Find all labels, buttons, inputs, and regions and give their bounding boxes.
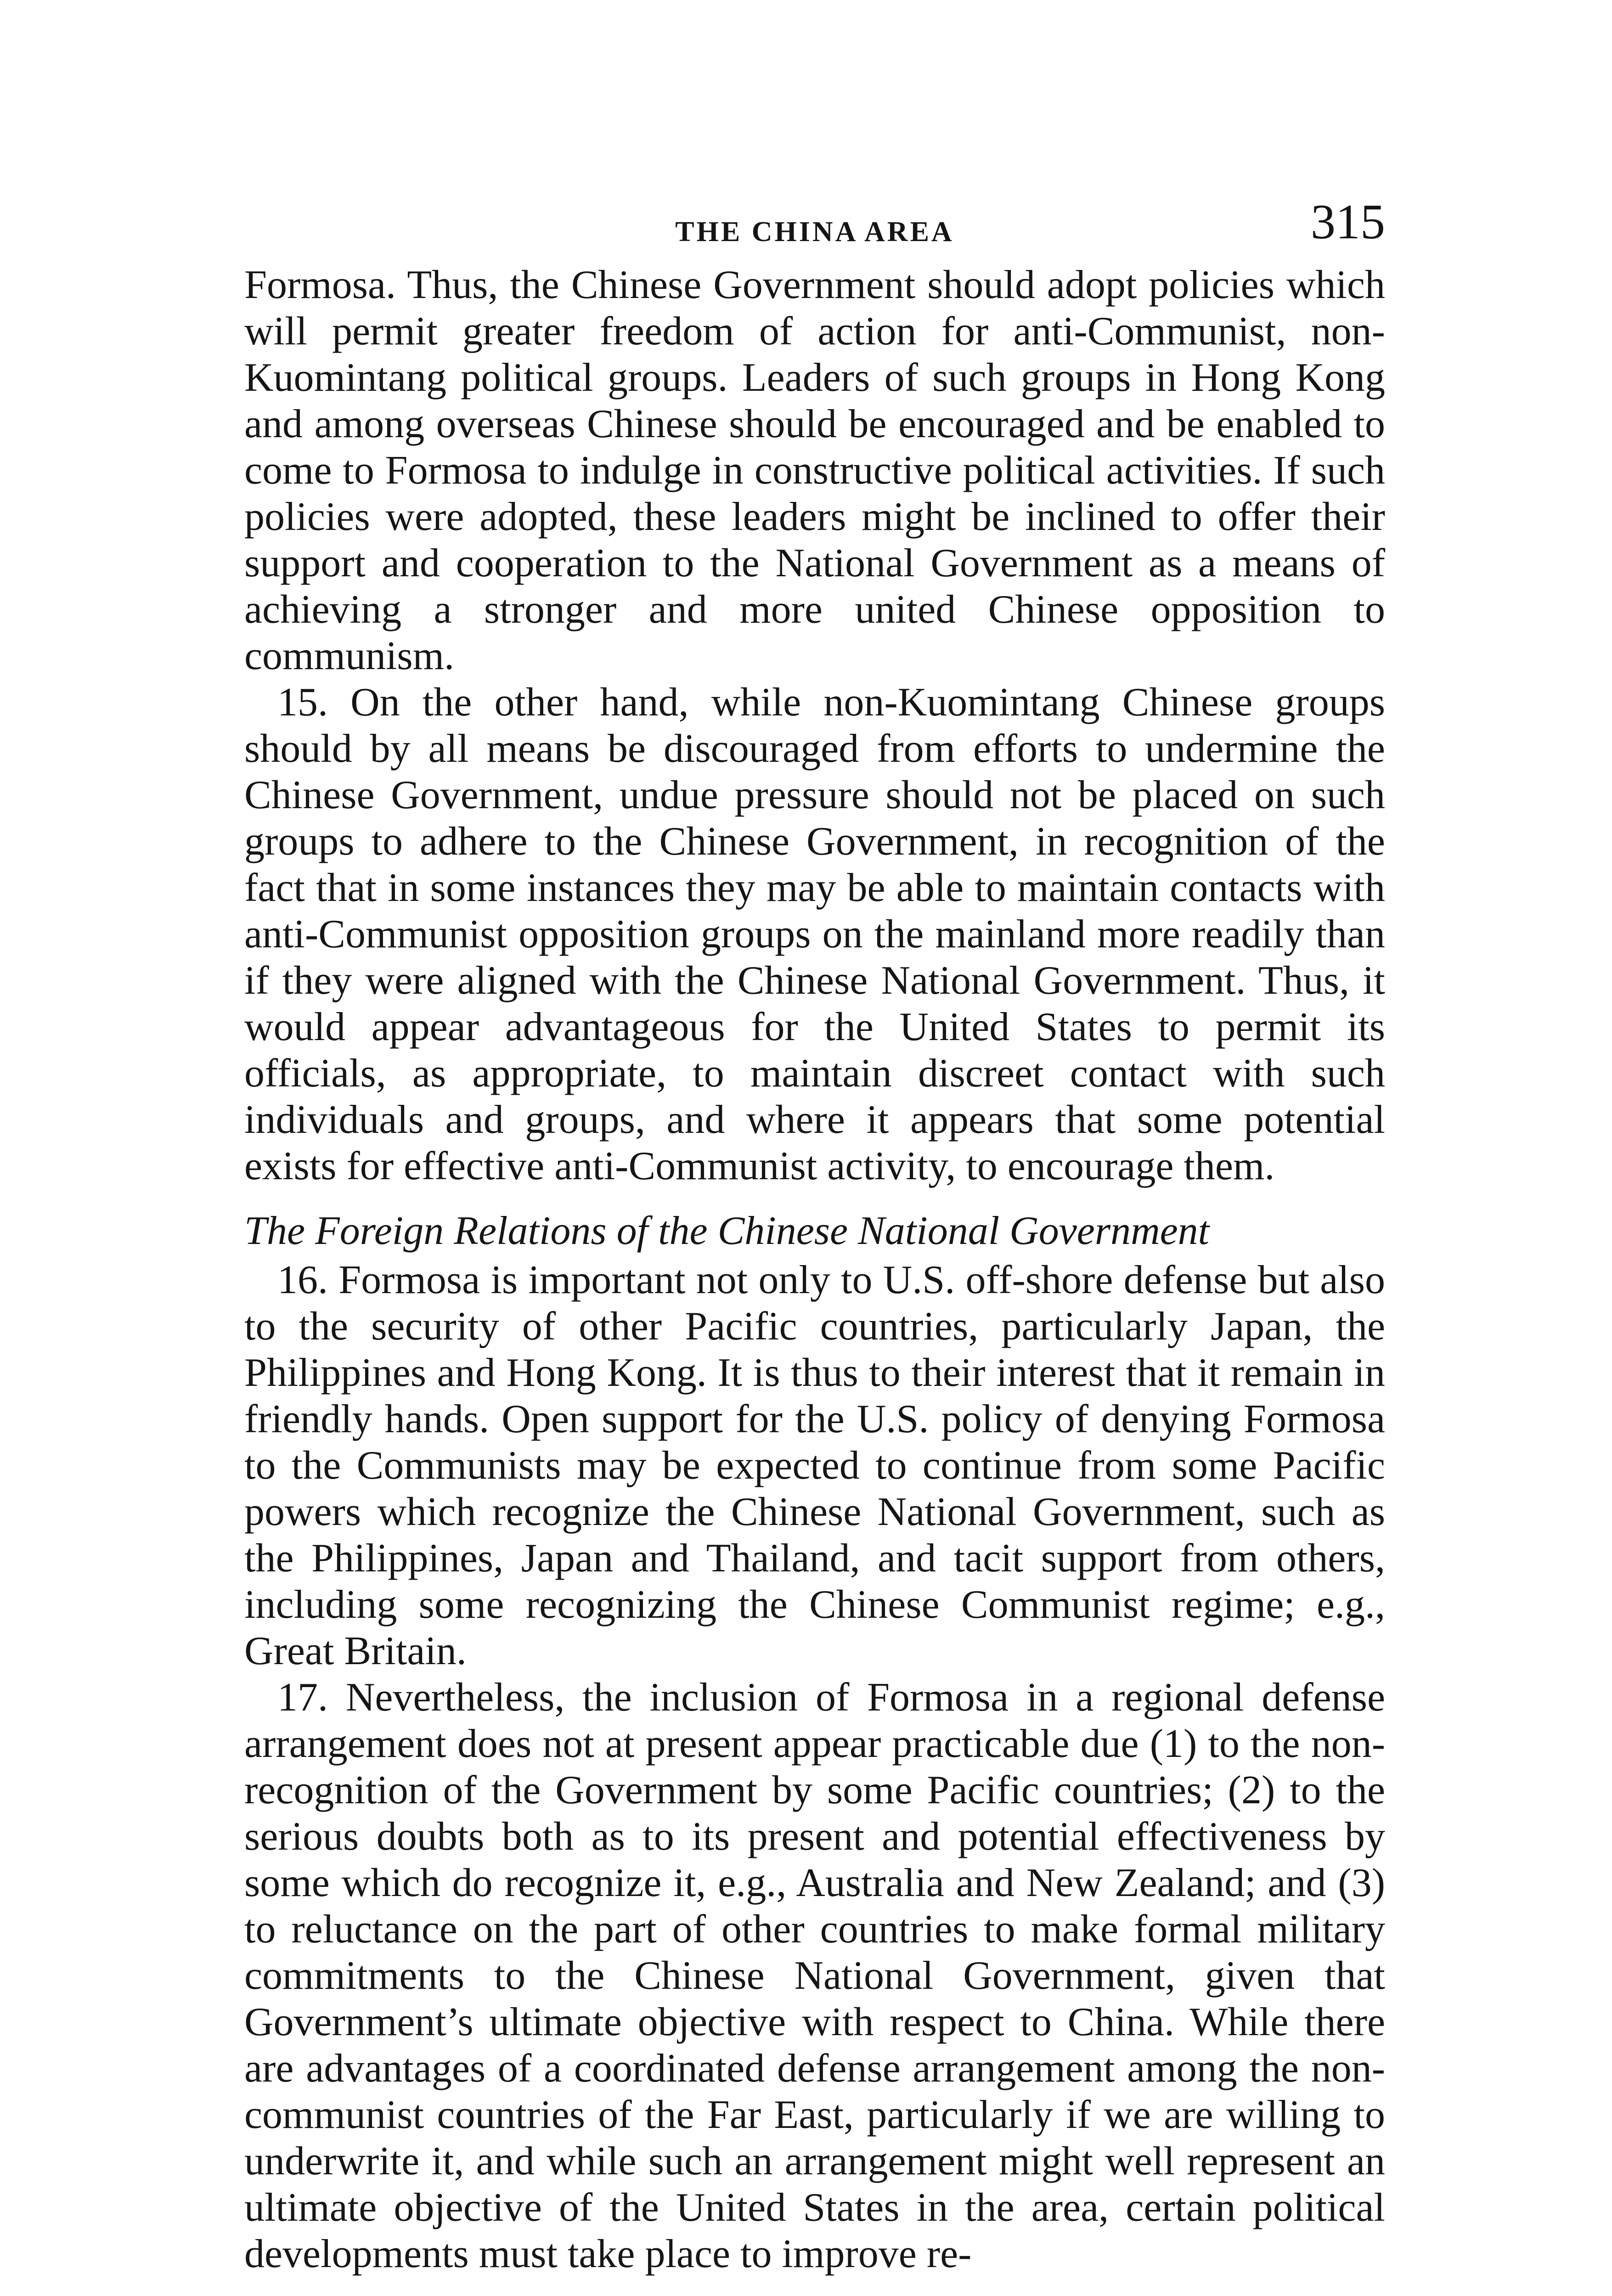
running-title: THE CHINA AREA <box>675 216 954 248</box>
section-heading: The Foreign Relations of the Chinese National Government <box>244 1209 1210 1253</box>
paragraph-16: 16. Formosa is important not only to U.S. off-shore defense but also to the security of other Pacific countries, particularly Japan, the Philippines and Hong Kong. It is thus to their interest that it remain in friendly hands. Open support for the U.S. policy of denying Formosa to the Communists may be expected to continue from some Pacific powers which recognize the Chinese National Government, such as the Philippines, Japan and Thailand, and tacit support from others, including some recognizing the Chinese Communist regime; e.g., Great Britain. <box>244 1258 1385 1673</box>
paragraph-17: 17. Nevertheless, the inclusion of Formosa in a regional defense arrangement does not at present appear practicable due (1) to the non-recognition of the Government by some Pacific countries; (2) to the serious doubts both as to its present and potential effectiveness by some which do recognize it, e.g., Australia and New Zealand; and (3) to reluctance on the part of other countries to make formal military commitments to the Chinese National Government, given that Government’s ultimate objective with respect to China. While there are advantages of a coordinated defense arrangement among the non-communist countries of the Far East, particularly if we are willing to underwrite it, and while such an arrangement might well represent an ultimate objective of the United States in the area, certain political developments must take place to improve re- <box>244 1675 1385 2276</box>
document-page <box>244 197 1385 2277</box>
paragraph-continuation: Formosa. Thus, the Chinese Government should adopt policies which will permit greater freedom of action for anti-Communist, non-Kuomintang political groups. Leaders of such groups in Hong Kong and among overseas Chinese should be encouraged and be enabled to come to Formosa to indulge in constructive political activities. If such policies were adopted, these leaders might be inclined to offer their support and cooperation to the National Government as a means of achieving a stronger and more united Chinese opposition to communism. <box>244 263 1385 678</box>
paragraph-15: 15. On the other hand, while non-Kuomintang Chinese groups should by all means be discouraged from efforts to undermine the Chinese Government, undue pressure should not be placed on such groups to adhere to the Chinese Government, in recognition of the fact that in some instances they may be able to maintain contacts with anti-Communist opposition groups on the mainland more readily than if they were aligned with the Chinese National Government. Thus, it would appear advantageous for the United States to permit its officials, as appropriate, to maintain discreet contact with such individuals and groups, and where it appears that some potential exists for effective anti-Communist activity, to encourage them. <box>244 680 1385 1188</box>
page-header <box>244 197 1385 262</box>
body-text <box>244 262 1385 2277</box>
page-number: 315 <box>1311 195 1385 249</box>
